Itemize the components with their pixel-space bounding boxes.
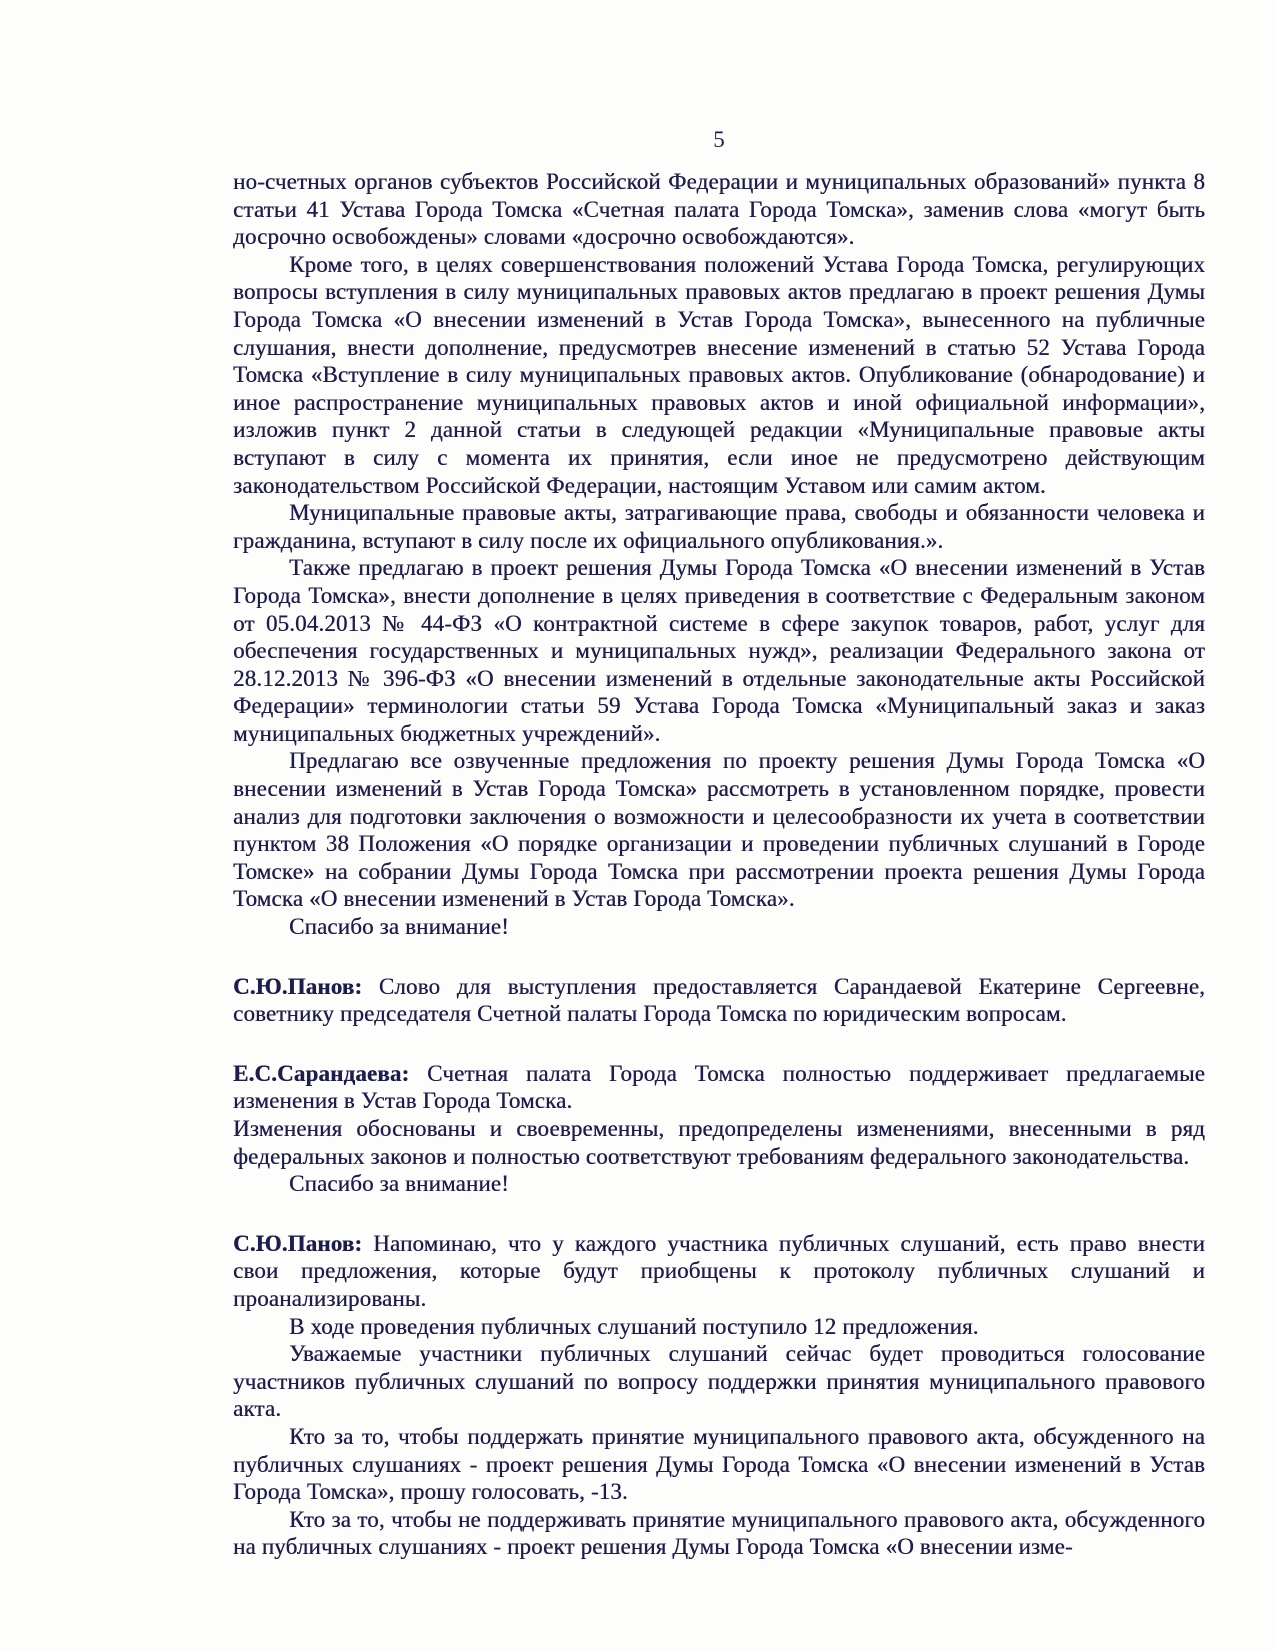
paragraph: Кто за то, чтобы поддержать принятие муниципального правового акта, обсужденного на публичных слушаниях - проект решения Думы Города Томска «О внесении изменений в Устав Города Томска», прошу голосовать, -13. (233, 1423, 1205, 1505)
speaker-paragraph: С.Ю.Панов: Слово для выступления предоставляется Сарандаевой Екатерине Сергеевне, советнику председателя Счетной палаты Города Томска по юридическим вопросам. (233, 973, 1205, 1027)
paragraph: но-счетных органов субъектов Российской Федерации и муниципальных образований» пункта 8 статьи 41 Устава Города Томска «Счетная палата Города Томска», заменив слова «могут быть досрочно освобождены» словами «досрочно освобождаются». (233, 169, 1205, 250)
paragraph: Предлагаю все озвученные предложения по проекту решения Думы Города Томска «О внесении изменений в Устав Города Томска» рассмотреть в установленном порядке, провести анализ для подготовки заключения о возможности и целесообразности их учета в соответствии пунктом 38 Положения «О порядке организации и проведении публичных слушаний в Городе Томске» на собрании Думы Города Томска при рассмотрении проекта решения Думы Города Томска «О внесении изменений в Устав Города Томска». (233, 748, 1205, 912)
paragraph: Спасибо за внимание! (289, 1171, 509, 1197)
paragraph: Уважаемые участники публичных слушаний сейчас будет проводиться голосование участников публичных слушаний по вопросу поддержки принятия муниципального правового акта. (233, 1341, 1205, 1422)
page-number: 5 (713, 127, 725, 152)
speaker-paragraph: Е.С.Сарандаева: Счетная палата Города Томска полностью поддерживает предлагаемые изменения в Устав Города Томска. (233, 1060, 1205, 1114)
speaker-name: Е.С.Сарандаева: (233, 1060, 410, 1086)
paragraph: Также предлагаю в проект решения Думы Города Томска «О внесении изменений в Устав Города Томска», внести дополнение в целях приведения в соответствие с Федеральным законом от 05.04.2013 № 44-ФЗ «О контрактной системе в сфере закупок товаров, работ, услуг для обеспечения государственных и муниципальных нужд», реализации Федерального закона от 28.12.2013 № 396-ФЗ «О внесении изменений в отдельные законодательные акты Российской Федерации» терминологии статьи 59 Устава Города Томска «Муниципальный заказ и заказ муниципальных бюджетных учреждений». (233, 555, 1205, 746)
paragraph: Изменения обоснованы и своевременны, предопределены изменениями, внесенными в ряд федеральных законов и полностью соответствуют требованиям федерального законодательства. (233, 1116, 1205, 1169)
paragraph: Спасибо за внимание! (289, 914, 509, 940)
paragraph: Муниципальные правовые акты, затрагивающие права, свободы и обязанности человека и гражданина, вступают в силу после их официального опубликования.». (233, 500, 1205, 553)
paragraph: В ходе проведения публичных слушаний поступило 12 предложения. (289, 1313, 979, 1339)
speaker-name: С.Ю.Панов: (233, 973, 363, 999)
speaker-paragraph: С.Ю.Панов: Напоминаю, что у каждого участника публичных слушаний, есть право внести свои предложения, которые будут приобщены к протоколу публичных слушаний и проанализированы. (233, 1230, 1205, 1311)
speaker-name: С.Ю.Панов: (233, 1230, 363, 1256)
paragraph: Кто за то, чтобы не поддерживать принятие муниципального правового акта, обсужденного на публичных слушаниях - проект решения Думы Города Томска «О внесении изме- (233, 1506, 1205, 1560)
document-content (233, 168, 1205, 1561)
paragraph: Кроме того, в целях совершенствования положений Устава Города Томска, регулирующих вопросы вступления в силу муниципальных правовых актов предлагаю в проект решения Думы Города Томска «О внесении изменений в Устав Города Томска», вынесенного на публичные слушания, внести дополнение, предусмотрев внесение изменений в статью 52 Устава Города Томска «Вступление в силу муниципальных правовых актов. Опубликование (обнародование) и иное распространение муниципальных правовых актов и иной официальной информации», изложив пункт 2 данной статьи в следующей редакции «Муниципальные правовые акты вступают в силу с момента их принятия, если иное не предусмотрено действующим законодательством Российской Федерации, настоящим Уставом или самим актом. (233, 251, 1205, 498)
